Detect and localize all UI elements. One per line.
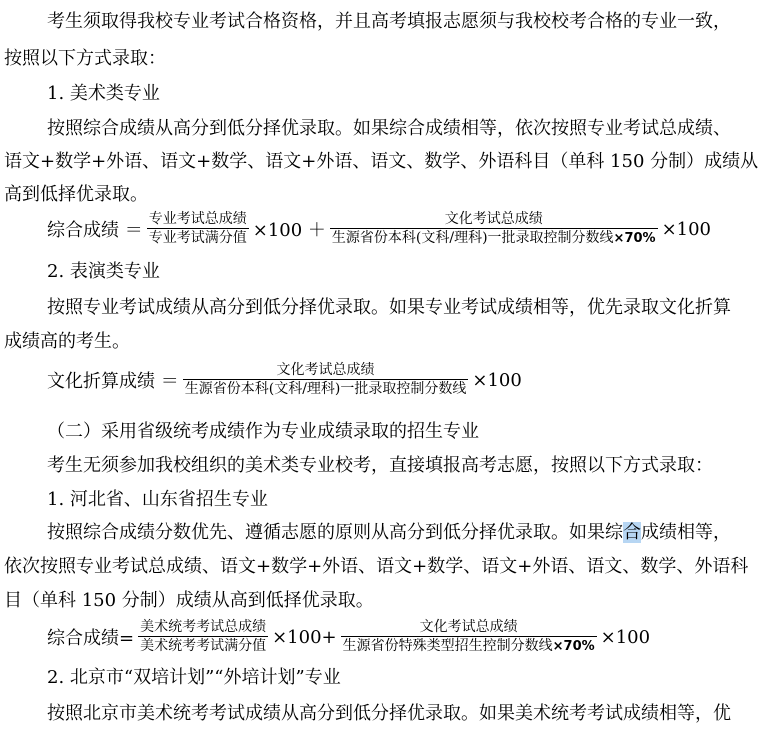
denominator: 美术统考考试满分值 <box>140 638 267 654</box>
paragraph-line: 高到低择优录取。 <box>4 184 148 205</box>
numerator: 文化考试总成绩 <box>444 211 543 227</box>
section-heading: 2. 北京市“双培计划”“外培计划”专业 <box>47 667 341 688</box>
fraction-professional <box>138 619 268 655</box>
formula-composite-score-unified <box>47 619 650 655</box>
text-run: 成绩相等， <box>641 522 731 543</box>
denominator: 生源省份本科(文科/理科)一批录取控制分数线 <box>184 381 467 397</box>
formula-lhs: 综合成绩 ＝ <box>47 220 143 241</box>
denominator: 专业考试满分值 <box>148 230 247 246</box>
formula-composite-score-art <box>47 211 711 247</box>
multiplier: ×100 <box>600 626 651 648</box>
multiplier: ×100+ <box>272 626 337 648</box>
numerator: 美术统考考试总成绩 <box>140 619 267 635</box>
multiplier: ×100 <box>661 218 712 240</box>
denominator-factor: ×70% <box>552 639 595 654</box>
formula-culture-conversion <box>47 362 522 398</box>
formula-lhs: 综合成绩= <box>47 628 135 649</box>
paragraph-line: 成绩高的考生。 <box>4 331 130 352</box>
fraction-professional <box>147 211 249 247</box>
fraction-culture <box>183 362 469 398</box>
section-heading: 2. 表演类专业 <box>47 261 160 282</box>
denominator <box>330 228 658 247</box>
multiplier: ×100 ＋ <box>252 220 326 241</box>
multiplier: ×100 <box>472 369 522 391</box>
paragraph-line: 目（单科 150 分制）成绩从高到低择优录取。 <box>4 590 374 611</box>
denominator-text: 生源省份本科(文科/理科)一批录取控制分数线 <box>331 230 614 246</box>
section-heading: 1. 美术类专业 <box>47 83 160 104</box>
paragraph-line: 按照综合成绩从高分到低分择优录取。如果综合成绩相等，依次按照专业考试总成绩、 <box>47 118 731 139</box>
numerator: 文化考试总成绩 <box>276 362 375 378</box>
numerator: 专业考试总成绩 <box>148 211 247 227</box>
paragraph-line: 按照北京市美术统考考试成绩从高分到低分择优录取。如果美术统考考试成绩相等，优 <box>47 703 731 724</box>
paragraph-line: 按照专业考试成绩从高分到低分择优录取。如果专业考试成绩相等，优先录取文化折算 <box>47 297 731 318</box>
paragraph-line <box>47 521 731 545</box>
fraction-culture <box>330 211 658 247</box>
paragraph-line: 按照以下方式录取： <box>4 48 166 69</box>
section-heading: 1. 河北省、山东省招生专业 <box>47 489 268 510</box>
denominator-text: 生源省份特殊类型招生控制分数线 <box>342 638 553 654</box>
fraction-culture <box>341 619 597 655</box>
denominator-factor: ×70% <box>613 231 656 246</box>
selected-text[interactable]: 合 <box>623 522 641 543</box>
paragraph-line: 依次按照专业考试总成绩、语文+数学+外语、语文+数学、语文+外语、语文、数学、外语科 <box>4 556 749 577</box>
denominator <box>341 636 597 655</box>
paragraph-line: 考生无须参加我校组织的美术类专业校考，直接填报高考志愿，按照以下方式录取： <box>47 455 713 476</box>
paragraph-line: 语文+数学+外语、语文+数学、语文+外语、语文、数学、外语科目（单科 150 分制）成绩从 <box>4 151 759 172</box>
section-heading: （二）采用省级统考成绩作为专业成绩录取的招生专业 <box>47 421 479 442</box>
numerator: 文化考试总成绩 <box>419 619 518 635</box>
text-run: 按照综合成绩分数优先、遵循志愿的原则从高分到低分择优录取。如果综 <box>47 522 623 543</box>
paragraph-line: 考生须取得我校专业考试合格资格，并且高考填报志愿须与我校校考合格的专业一致， <box>47 11 731 32</box>
formula-lhs: 文化折算成绩 ＝ <box>47 371 179 392</box>
